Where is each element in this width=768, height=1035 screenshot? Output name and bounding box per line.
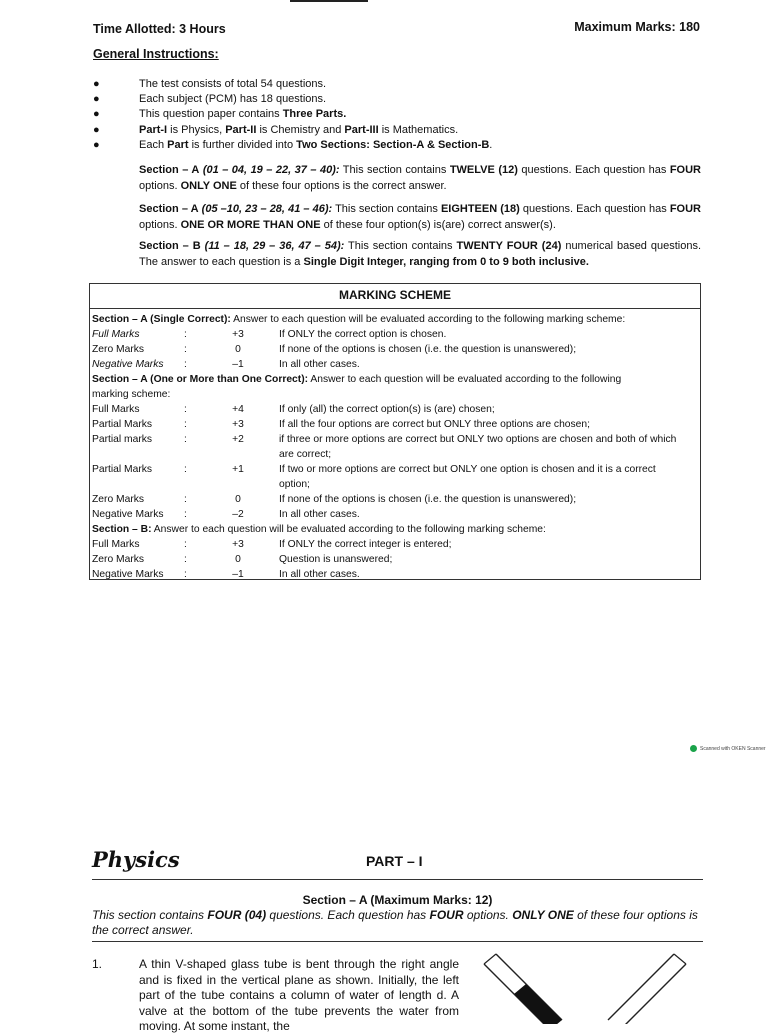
instruction-item: ● Part-I is Physics, Part-II is Chemistry and Part-III is Mathematics. — [93, 123, 713, 138]
scheme-row: Full Marks : +3 If ONLY the correct integer is entered; — [92, 539, 452, 550]
scheme-row: Zero Marks : 0 Question is unanswered; — [92, 554, 393, 565]
scheme-row: Negative Marks : –1 In all other cases. — [92, 569, 360, 580]
bullet-icon: ● — [93, 138, 100, 151]
part-label: PART – I — [366, 853, 423, 869]
v-tube-figure — [470, 950, 700, 1024]
scheme-heading-multi-cont: marking scheme: — [92, 389, 171, 400]
scheme-row: Zero Marks : 0 If none of the options is chosen (i.e. the question is unanswered); — [92, 344, 577, 355]
marking-scheme-divider — [89, 308, 701, 309]
scheme-heading-section-b: Section – B: Answer to each question will be evaluated according to the following marking scheme: — [92, 524, 546, 535]
instruction-item: ● The test consists of total 54 questions. — [93, 77, 713, 92]
section-a-title: Section – A (Maximum Marks: 12) — [302, 893, 493, 907]
section-a-rule — [92, 941, 703, 942]
question-text: A thin V-shaped glass tube is bent through the right angle and is fixed in the vertical plane as shown. Initially, the left part of the tube contains a column of water of length d. A valve at the bottom of the tube prevents the water from moving. At some instant, the — [139, 957, 459, 1033]
section-a-instructions: This section contains FOUR (04) questions. Each question has FOUR options. ONLY ONE of these four options is the correct answer. — [92, 908, 698, 937]
scanner-watermark: Scanned with OKEN Scanner — [690, 745, 766, 752]
water-column — [514, 984, 562, 1024]
right-tube-arm — [608, 954, 686, 1024]
time-allotted: Time Allotted: 3 Hours — [93, 22, 226, 36]
bullet-icon: ● — [93, 123, 100, 136]
instruction-item: ● Each subject (PCM) has 18 questions. — [93, 92, 713, 107]
section-b-description: Section – B (11 – 18, 29 – 36, 47 – 54): This section contains TWENTY FOUR (24) numerical based questions. The answer to each question is a Single Digit Integer, ranging from 0 to 9 both inclusive. — [139, 240, 702, 268]
section-a-single-description: Section – A (01 – 04, 19 – 22, 37 – 40): This section contains TWELVE (12) questions. Each question has FOUR options. ONLY ONE of these four options is the correct answer. — [139, 164, 701, 192]
scheme-row: Full Marks : +3 If ONLY the correct option is chosen. — [92, 329, 447, 340]
general-instructions-title: General Instructions: — [93, 47, 219, 61]
instruction-list — [93, 77, 713, 153]
scheme-row: Negative Marks : –1 In all other cases. — [92, 359, 360, 370]
scheme-row: Partial marks : +2 if three or more options are correct but ONLY two options are chosen and both of which are correct; — [92, 434, 677, 460]
scheme-heading-single: Section – A (Single Correct): Answer to each question will be evaluated according to the following marking scheme: — [92, 314, 626, 325]
scanner-logo-icon — [690, 745, 697, 752]
scheme-row: Partial Marks : +1 If two or more options are correct but ONLY one option is chosen and it is a correct option; — [92, 464, 656, 490]
scheme-row: Full Marks : +4 If only (all) the correct option(s) is (are) chosen; — [92, 404, 495, 415]
instruction-item: ● Each Part is further divided into Two Sections: Section-A & Section-B. — [93, 138, 713, 153]
marking-scheme-title: MARKING SCHEME — [338, 288, 451, 302]
bullet-icon: ● — [93, 78, 100, 90]
section-a-multi-description: Section – A (05 –10, 23 – 28, 41 – 46): This section contains EIGHTEEN (18) questions. Each question has FOUR options. ONE OR MORE THAN ONE of these four option(s) is(are) correct answer(s). — [139, 203, 701, 231]
question-number: 1. — [92, 957, 103, 971]
instruction-item: ● This question paper contains Three Parts. — [93, 107, 713, 122]
top-rule — [290, 0, 368, 2]
scheme-row: Negative Marks : –2 In all other cases. — [92, 509, 360, 520]
bullet-icon: ● — [93, 108, 100, 121]
scheme-row: Partial Marks : +3 If all the four options are correct but ONLY three options are chosen; — [92, 419, 590, 430]
subject-title: Physics — [92, 847, 180, 872]
maximum-marks: Maximum Marks: 180 — [574, 20, 700, 34]
bullet-icon: ● — [93, 93, 100, 106]
scheme-heading-multi: Section – A (One or More than One Correct): Answer to each question will be evaluated according to the following — [92, 374, 622, 385]
physics-header-rule — [92, 879, 703, 880]
scheme-row: Zero Marks : 0 If none of the options is chosen (i.e. the question is unanswered); — [92, 494, 577, 505]
